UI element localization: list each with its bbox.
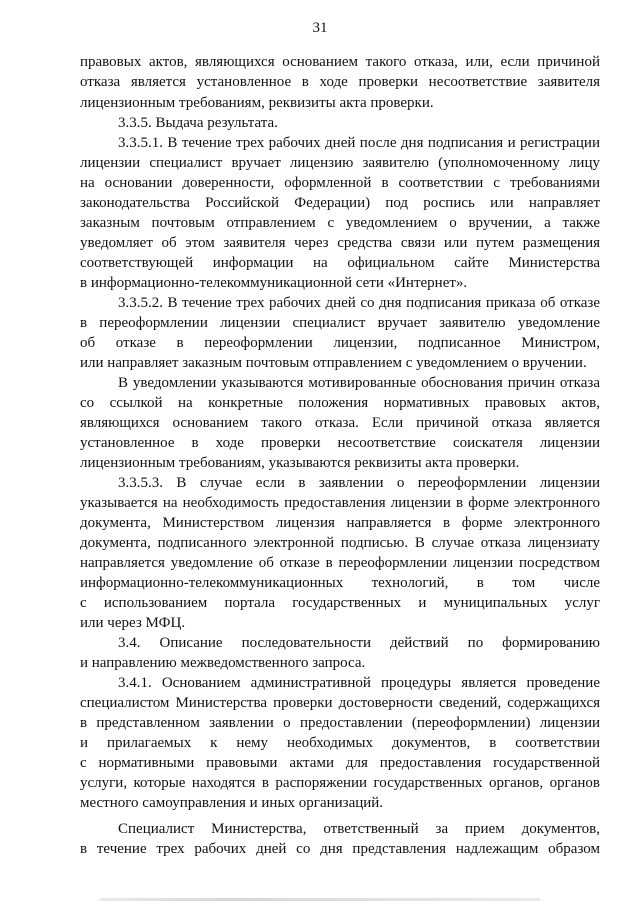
text-line: документа, Министерством лицензия направляется в форме электронного bbox=[80, 515, 600, 531]
text-line: 3.3.5.1. В течение трех рабочих дней после дня подписания и регистрации bbox=[118, 135, 600, 151]
text-line: установленное в ходе проверки несоответствие соискателя лицензии bbox=[80, 435, 600, 451]
text-line: с использованием портала государственных и муниципальных услуг bbox=[80, 595, 600, 611]
text-line: в течение трех рабочих дней со дня представления надлежащим образом bbox=[80, 841, 600, 857]
text-line: с нормативными правовыми актами для предоставления государственной bbox=[80, 755, 600, 771]
text-line: законодательства Российской Федерации) под роспись или направляет bbox=[80, 195, 600, 211]
text-line: лицензионным требованиям, указываются реквизиты акта проверки. bbox=[80, 455, 520, 471]
text-line: или направляет заказным почтовым отправлением с уведомлением о вручении. bbox=[80, 355, 587, 371]
text-line: в представленном заявлении о предоставлении (переоформлении) лицензии bbox=[80, 715, 600, 731]
text-line: заказным почтовым отправлением с уведомлением о вручении, а также bbox=[80, 215, 600, 231]
text-line: В уведомлении указываются мотивированные обоснования причин отказа bbox=[118, 375, 600, 391]
page-number: 31 bbox=[312, 20, 328, 36]
text-line: об отказе в переоформлении лицензии, подписанное Министром, bbox=[80, 335, 600, 351]
text-line: лицензии специалист вручает лицензию заявителю (уполномоченному лицу bbox=[80, 155, 600, 171]
text-line: указывается на необходимость предоставления лицензии в форме электронного bbox=[80, 495, 600, 511]
text-line: документа, подписанного электронной подписью. В случае отказа лицензиату bbox=[80, 535, 600, 551]
scan-edge-artifact bbox=[100, 898, 540, 901]
text-line: со ссылкой на конкретные положения нормативных правовых актов, bbox=[80, 395, 600, 411]
text-line: направляется уведомление об отказе в переоформлении лицензии посредством bbox=[80, 555, 600, 571]
text-line: уведомляет об этом заявителя через средства связи или путем размещения bbox=[80, 235, 600, 251]
text-line: услуги, которые находятся в распоряжении государственных органов, органов bbox=[80, 775, 600, 791]
text-line: правовых актов, являющихся основанием такого отказа, или, если причиной bbox=[80, 54, 600, 70]
text-line: лицензионным требованиям, реквизиты акта проверки. bbox=[80, 95, 434, 111]
text-line: или через МФЦ. bbox=[80, 615, 186, 631]
text-line: Специалист Министерства, ответственный за прием документов, bbox=[118, 821, 600, 837]
text-line: специалистом Министерства проверки достоверности сведений, содержащихся bbox=[80, 695, 600, 711]
text-line: на основании доверенности, оформленной в соответствии с требованиями bbox=[80, 175, 600, 191]
text-line: 3.3.5. Выдача результата. bbox=[118, 115, 278, 131]
text-line: и направлению межведомственного запроса. bbox=[80, 655, 366, 671]
text-line: в информационно-телекоммуникационной сети «Интернет». bbox=[80, 275, 468, 291]
text-line: соответствующей информации на официальном сайте Министерства bbox=[80, 255, 600, 271]
text-line: в переоформлении лицензии специалист вручает заявителю уведомление bbox=[80, 315, 600, 331]
text-line: отказа является установленное в ходе проверки несоответствие заявителя bbox=[80, 74, 600, 90]
text-line: и прилагаемых к нему необходимых документов, в соответствии bbox=[80, 735, 600, 751]
text-line: 3.4.1. Основанием административной процедуры является проведение bbox=[118, 675, 600, 691]
text-line: 3.3.5.3. В случае если в заявлении о переоформлении лицензии bbox=[118, 475, 600, 491]
text-line: 3.3.5.2. В течение трех рабочих дней со дня подписания приказа об отказе bbox=[118, 295, 600, 311]
text-line: являющихся основанием такого отказа. Если причиной отказа является bbox=[80, 415, 600, 431]
text-line: 3.4. Описание последовательности действий по формированию bbox=[118, 635, 600, 651]
text-line: местного самоуправления и иных организаций. bbox=[80, 795, 384, 811]
text-line: информационно-телекоммуникационных технологий, в том числе bbox=[80, 575, 600, 591]
